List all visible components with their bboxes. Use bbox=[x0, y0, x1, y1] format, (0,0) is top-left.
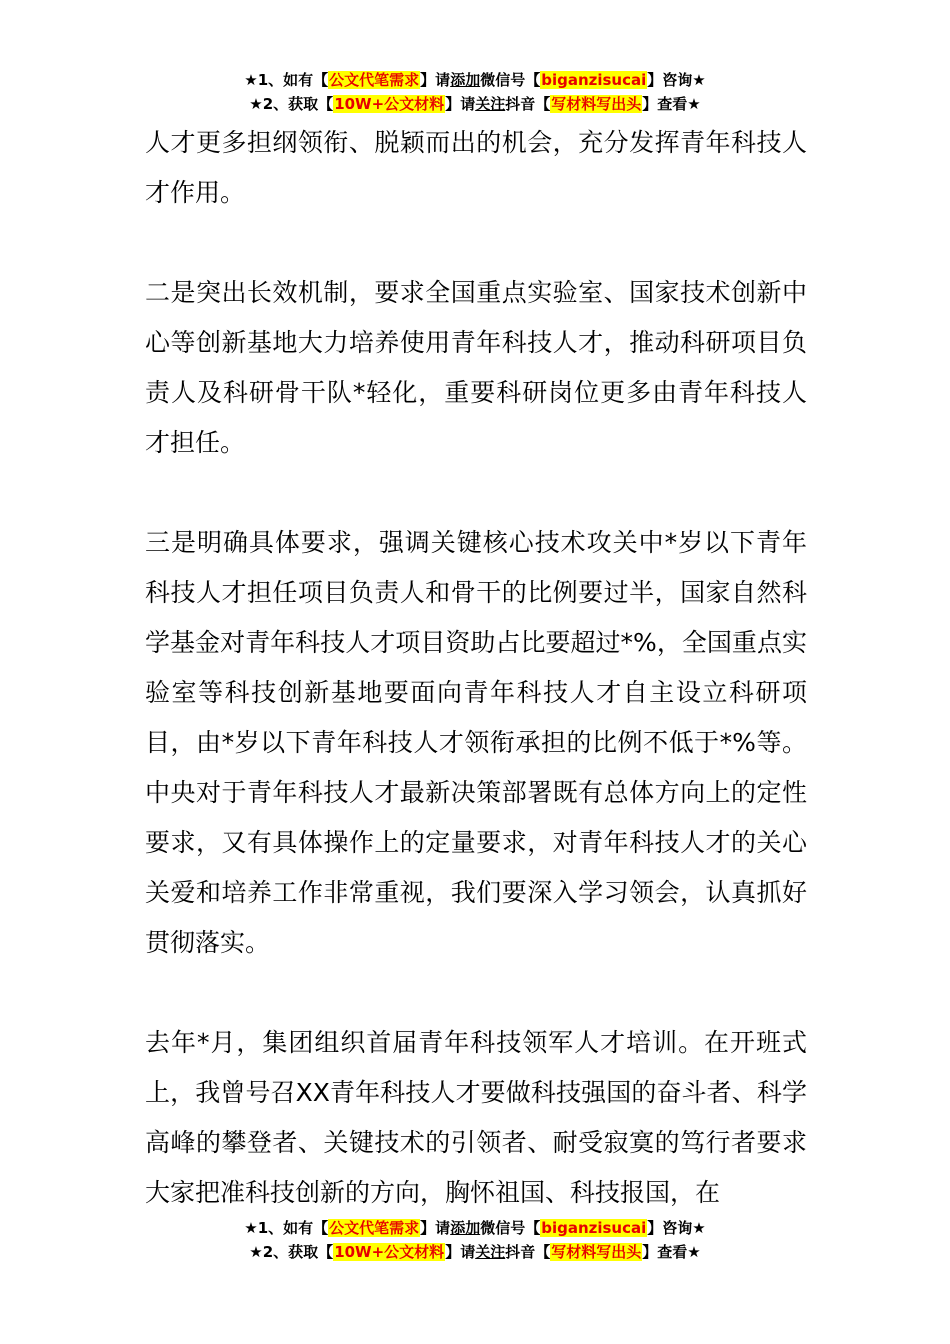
banner-highlight: biganzisucai bbox=[541, 71, 647, 89]
paragraph: 三是明确具体要求，强调关键核心技术攻关中*岁以下青年科技人才担任项目负责人和骨干的比例要过半，国家自然科学基金对青年科技人才项目资助占比要超过*%，全国重点实验室等科技创新基地要面向青年科技人才自主设立科研项目，由*岁以下青年科技人才领衔承担的比例不低于*%等。中央对于青年科技人才最新决策部署既有总体方向上的定性要求，又有具体操作上的定量要求，对青年科技人才的关心关爱和培养工作非常重视，我们要深入学习领会，认真抓好贯彻落实。 bbox=[145, 528, 807, 957]
banner-line-1 bbox=[0, 1216, 950, 1240]
banner-text: 】查看★ bbox=[642, 95, 701, 113]
document-body bbox=[145, 118, 807, 1218]
banner-text: 抖音【 bbox=[505, 1243, 551, 1261]
banner-text: ★1、如有【 bbox=[244, 1219, 329, 1237]
banner-highlight: 公文代笔需求 bbox=[329, 1219, 420, 1237]
banner-highlight: 10W+公文材料 bbox=[334, 1243, 445, 1261]
banner-highlight: 写材料写出头 bbox=[551, 95, 642, 113]
banner-text: 】请 bbox=[445, 1243, 476, 1261]
banner-text: 】请 bbox=[420, 71, 451, 89]
banner-text: 】请 bbox=[420, 1219, 451, 1237]
banner-text: 】咨询★ bbox=[647, 71, 706, 89]
banner-line-2 bbox=[0, 92, 950, 116]
banner-underline-text: 添加 bbox=[450, 1219, 481, 1237]
banner-underline-text: 关注 bbox=[475, 95, 506, 113]
banner-text: 】查看★ bbox=[642, 1243, 701, 1261]
banner-text: ★2、获取【 bbox=[249, 1243, 334, 1261]
banner-text: ★1、如有【 bbox=[244, 71, 329, 89]
banner-line-1 bbox=[0, 68, 950, 92]
banner-highlight: 写材料写出头 bbox=[551, 1243, 642, 1261]
banner-text: 微信号【 bbox=[480, 71, 541, 89]
header-banner bbox=[0, 68, 950, 116]
banner-text: ★2、获取【 bbox=[249, 95, 334, 113]
banner-highlight: 公文代笔需求 bbox=[329, 71, 420, 89]
banner-line-2 bbox=[0, 1240, 950, 1264]
banner-text: 微信号【 bbox=[480, 1219, 541, 1237]
paragraph: 去年*月，集团组织首届青年科技领军人才培训。在开班式上，我曾号召XX青年科技人才要做科技强国的奋斗者、科学高峰的攀登者、关键技术的引领者、耐受寂寞的笃行者要求大家把准科技创新的方向，胸怀祖国、科技报国，在 bbox=[145, 1028, 807, 1207]
banner-text: 】咨询★ bbox=[647, 1219, 706, 1237]
banner-underline-text: 关注 bbox=[475, 1243, 506, 1261]
banner-highlight: biganzisucai bbox=[541, 1219, 647, 1237]
banner-text: 抖音【 bbox=[505, 95, 551, 113]
paragraph: 人才更多担纲领衔、脱颖而出的机会，充分发挥青年科技人才作用。 bbox=[145, 128, 807, 207]
banner-underline-text: 添加 bbox=[450, 71, 481, 89]
paragraph: 二是突出长效机制，要求全国重点实验室、国家技术创新中心等创新基地大力培养使用青年科技人才，推动科研项目负责人及科研骨干队*轻化，重要科研岗位更多由青年科技人才担任。 bbox=[145, 278, 807, 457]
banner-text: 】请 bbox=[445, 95, 476, 113]
footer-banner bbox=[0, 1216, 950, 1264]
banner-highlight: 10W+公文材料 bbox=[334, 95, 445, 113]
